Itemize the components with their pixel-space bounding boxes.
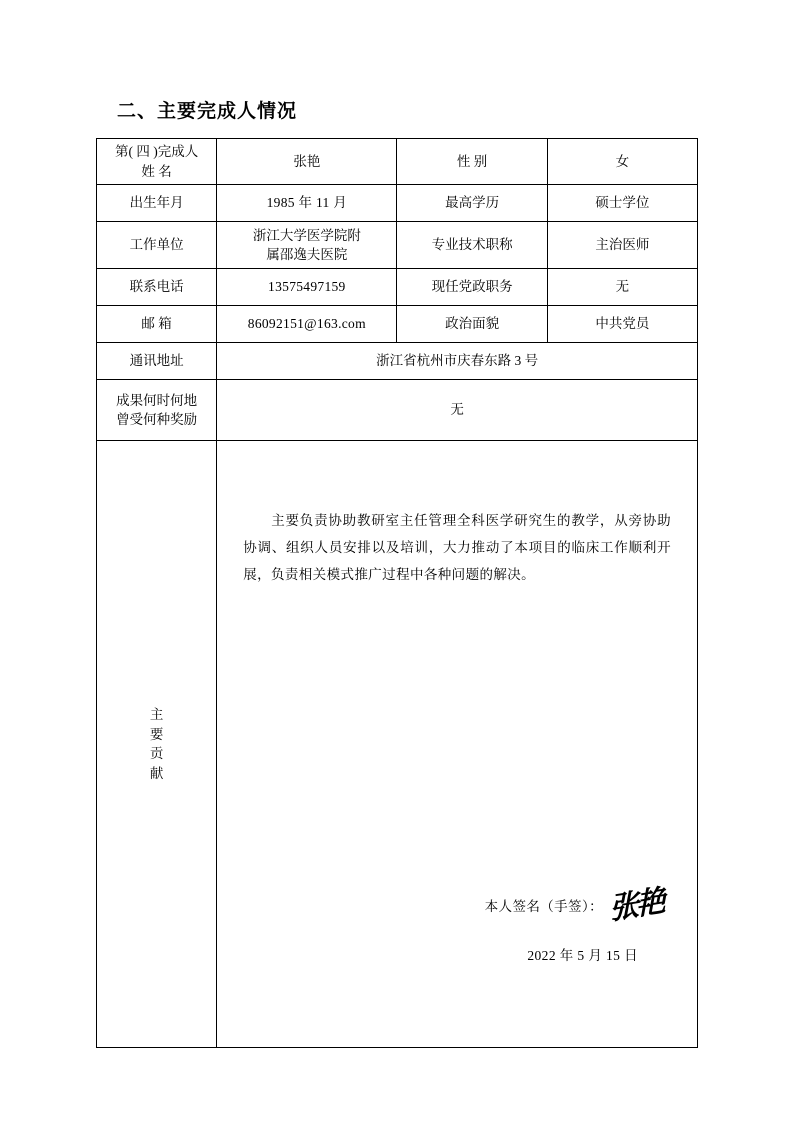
gender-value: 女 [547, 139, 697, 185]
political-status-label: 政治面貌 [397, 306, 547, 343]
birth-value: 1985 年 11 月 [217, 185, 397, 222]
contribution-label-char-2: 要 [149, 726, 164, 742]
signature-label: 本人签名（手签）： [484, 898, 603, 914]
education-label: 最高学历 [397, 185, 547, 222]
completer-info-table [96, 138, 698, 1048]
page-title: 二、主要完成人情况 [117, 101, 298, 122]
birth-label: 出生年月 [97, 185, 217, 222]
party-post-value: 无 [547, 269, 697, 306]
signature-row [221, 880, 664, 927]
political-status-value: 中共党员 [547, 306, 697, 343]
signature-handwriting: 张艳 [608, 883, 664, 927]
award-label-line2: 曾受何种奖励 [116, 412, 198, 428]
contribution-label-char-1: 主 [149, 707, 164, 722]
unit-value [217, 222, 397, 269]
phone-value: 13575497159 [217, 269, 397, 306]
professional-title-value: 主治医师 [547, 222, 697, 269]
award-value: 无 [217, 380, 698, 441]
signature-date: 2022 年 5 月 15 日 [527, 947, 638, 963]
contribution-row [97, 441, 698, 1048]
email-value: 86092151@163.com [217, 306, 397, 343]
table-row [97, 185, 698, 222]
table-row [97, 269, 698, 306]
order-label-line2: 姓 名 [141, 163, 172, 179]
unit-value-line2: 属邵逸夫医院 [266, 247, 348, 263]
contribution-text: 主要负责协助教研室主任管理全科医学研究生的教学，从旁协助协调、组织人员安排以及培训，大力推动了本项目的临床工作顺利开展，负责相关模式推广过程中各种问题的解决。 [243, 513, 671, 583]
table-row [97, 222, 698, 269]
gender-label: 性 别 [397, 139, 547, 185]
professional-title-label: 专业技术职称 [397, 222, 547, 269]
table-row [97, 306, 698, 343]
table-row [97, 343, 698, 380]
education-value: 硕士学位 [547, 185, 697, 222]
email-label: 邮 箱 [97, 306, 217, 343]
address-label: 通讯地址 [97, 343, 217, 380]
unit-label: 工作单位 [97, 222, 217, 269]
contribution-label [97, 441, 217, 1048]
table-row [97, 139, 698, 185]
contribution-label-char-3: 贡 [149, 746, 164, 762]
table-row [97, 380, 698, 441]
award-label-line1: 成果何时何地 [116, 392, 198, 408]
contribution-body [221, 445, 693, 1043]
address-value: 浙江省杭州市庆春东路 3 号 [217, 343, 698, 380]
unit-value-line1: 浙江大学医学院附 [252, 227, 361, 243]
contribution-label-char-4: 献 [149, 765, 164, 781]
party-post-label: 现任党政职务 [397, 269, 547, 306]
contribution-cell [217, 441, 698, 1048]
award-label [97, 380, 217, 441]
order-label-line1: 第( 四 )完成人 [114, 144, 199, 159]
order-name-label [97, 139, 217, 185]
phone-label: 联系电话 [97, 269, 217, 306]
name-value: 张艳 [217, 139, 397, 185]
